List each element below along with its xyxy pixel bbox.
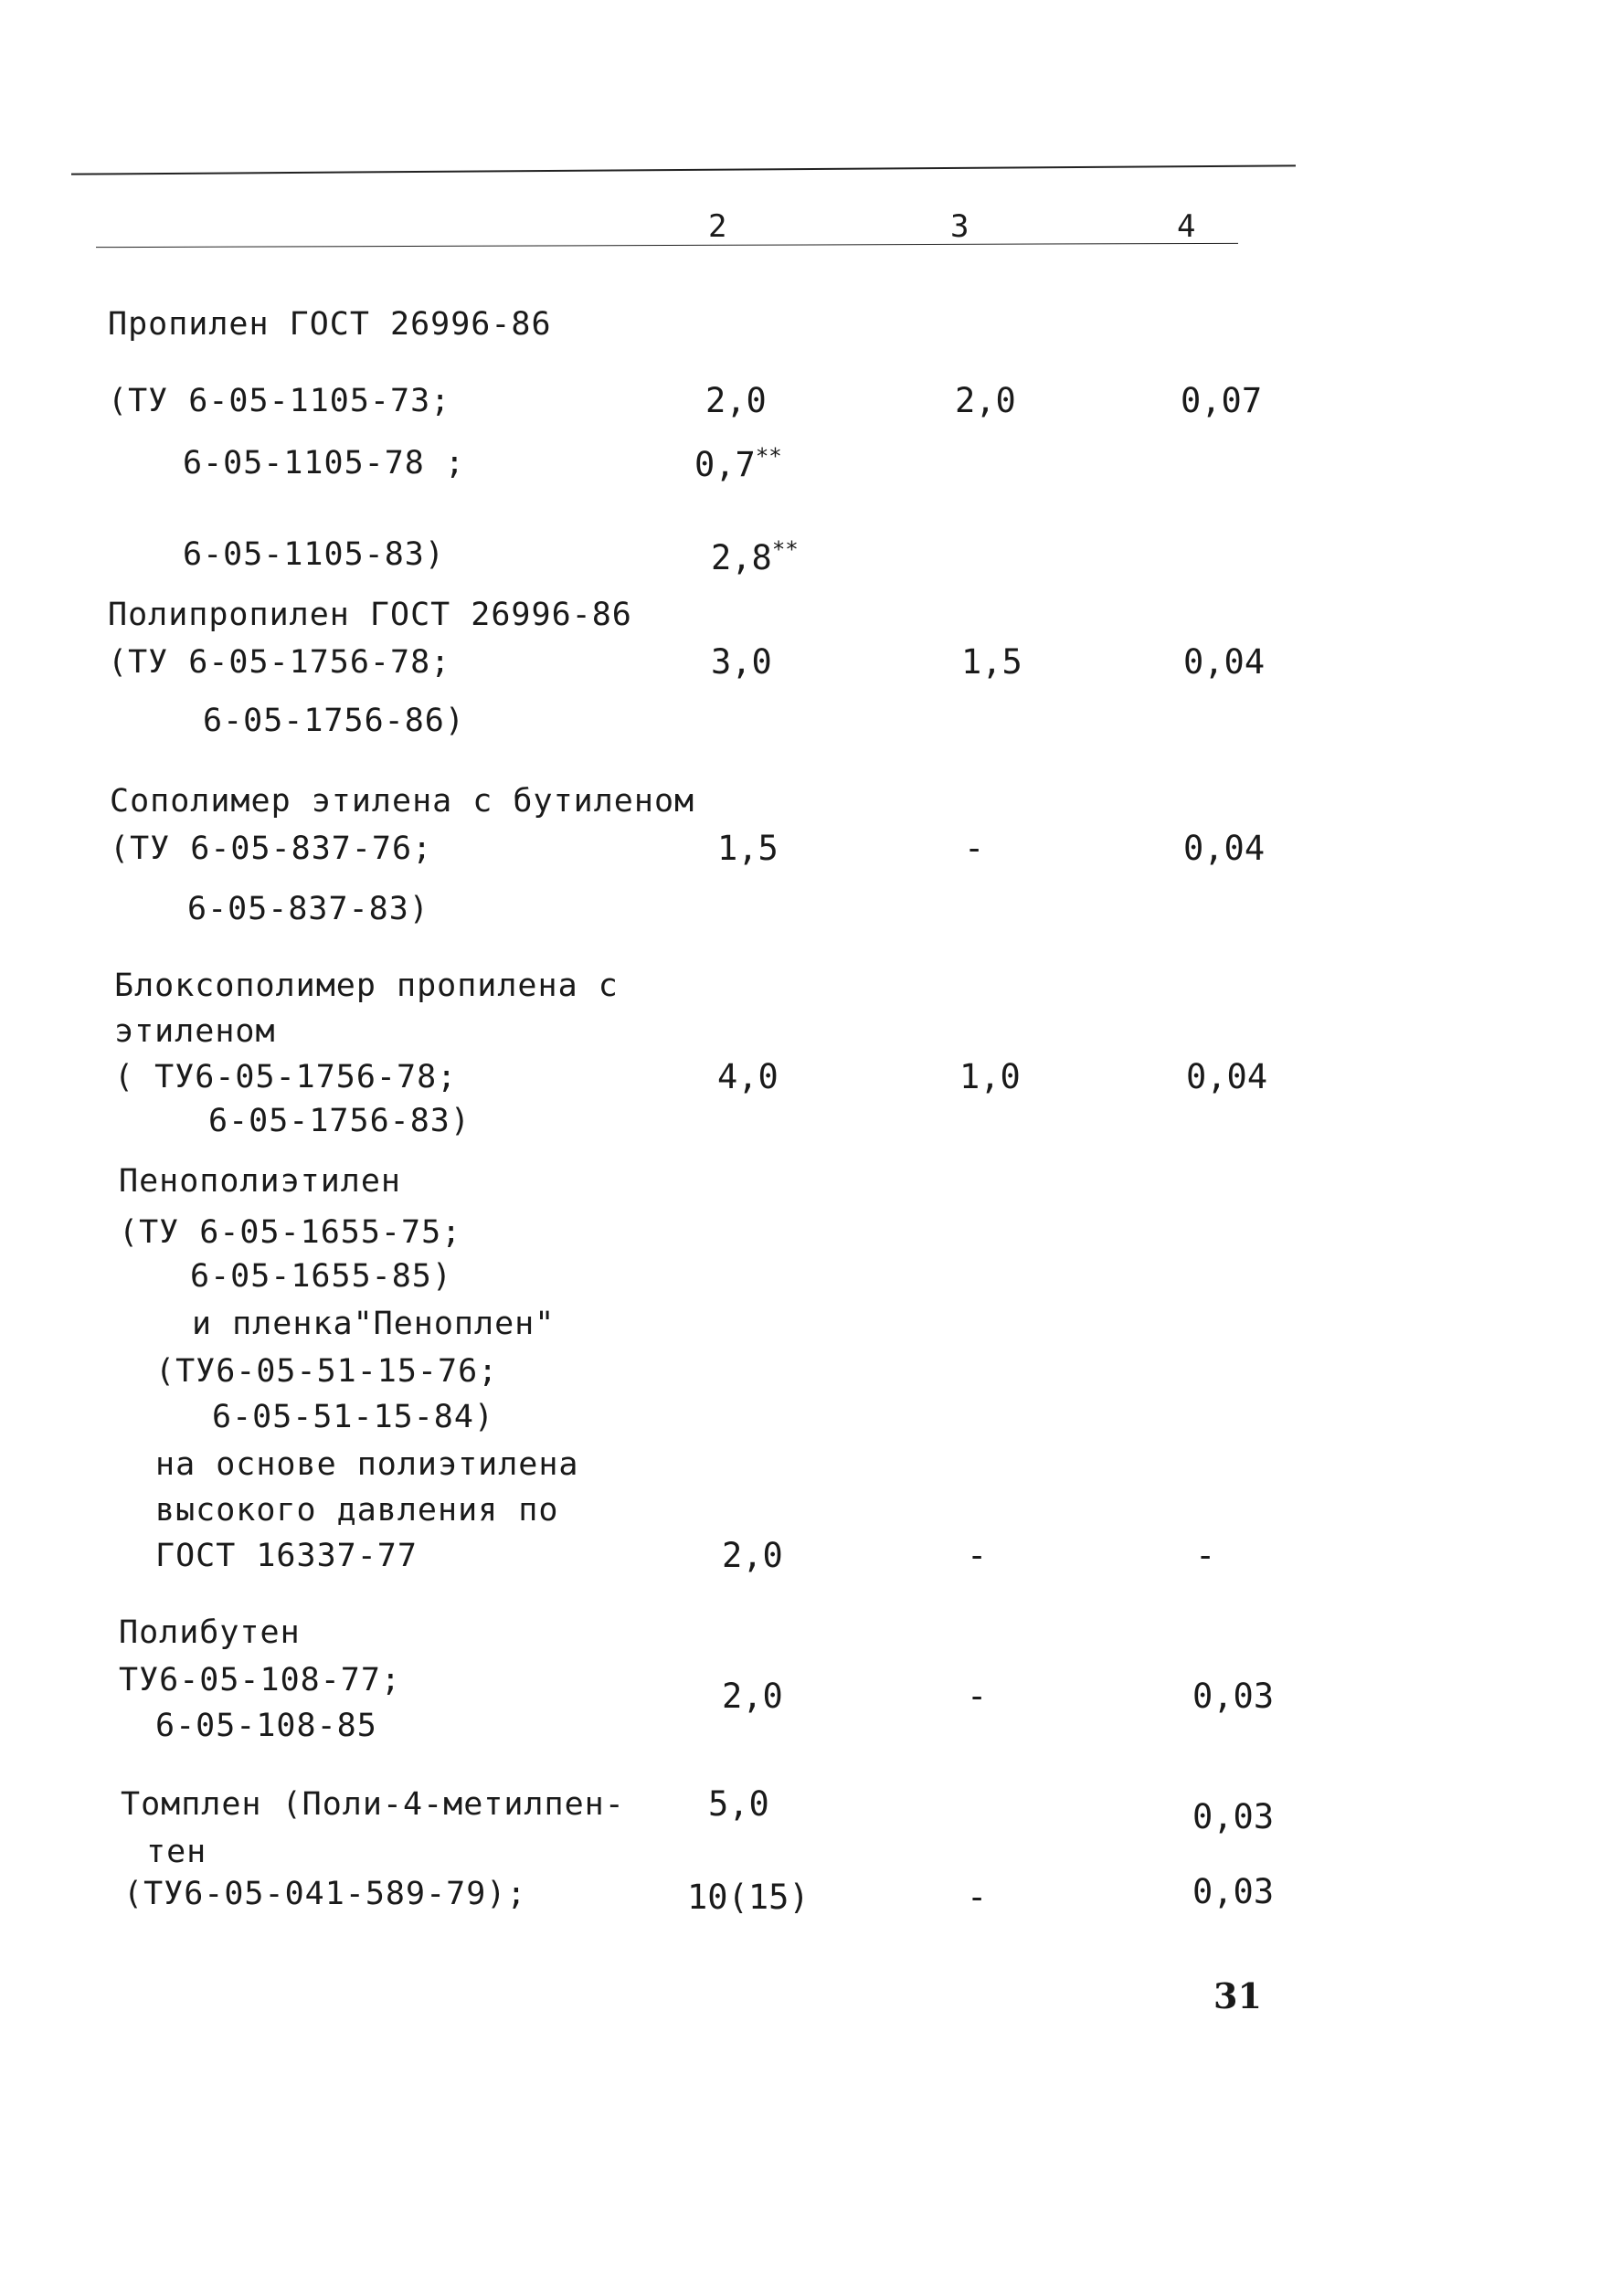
- value-col4: 0,03: [1192, 1677, 1275, 1716]
- value-col3: 2,0: [955, 381, 1016, 420]
- value-col2: 2,0: [722, 1536, 783, 1575]
- page-number: 31: [1213, 1975, 1262, 2016]
- value-col4: -: [1195, 1536, 1216, 1575]
- value-col2: 2,0: [722, 1677, 783, 1716]
- row-text: Полибутен: [119, 1614, 301, 1651]
- value-col2: 5,0: [708, 1784, 769, 1824]
- value-col3: -: [967, 1878, 988, 1917]
- row-text: на основе полиэтилена: [155, 1446, 579, 1483]
- row-text: Пропилен ГОСТ 26996-86: [108, 306, 552, 343]
- row-text: Пенополиэтилен: [119, 1163, 402, 1200]
- row-text: 6-05-1756-86): [203, 703, 465, 739]
- value-col4: 0,04: [1183, 829, 1266, 868]
- row-text: 6-05-837-83): [187, 891, 429, 927]
- row-text: ГОСТ 16337-77: [155, 1538, 418, 1574]
- value-col3: -: [967, 1536, 988, 1575]
- value-col4: 0,04: [1183, 642, 1266, 682]
- row-text: (ТУ 6-05-837-76;: [110, 831, 433, 867]
- row-text: Блоксополимер пропилена с: [114, 968, 619, 1004]
- value-col4: 0,03: [1192, 1797, 1275, 1836]
- row-text: тен: [146, 1834, 207, 1870]
- top-rule: [71, 164, 1296, 175]
- row-text: ( ТУ6-05-1756-78;: [114, 1059, 458, 1095]
- value-col4: 0,03: [1192, 1872, 1275, 1911]
- header-rule: [96, 243, 1238, 248]
- row-text: (ТУ 6-05-1756-78;: [108, 644, 451, 681]
- value-col2: 2,0: [705, 381, 767, 420]
- row-text: высокого давления по: [155, 1492, 559, 1529]
- value-col2: 1,5: [717, 829, 779, 868]
- row-text: этиленом: [114, 1013, 276, 1050]
- value-col2: 2,8**: [711, 536, 799, 577]
- row-text: 6-05-1756-83): [208, 1103, 471, 1139]
- row-text: (ТУ 6-05-1105-73;: [108, 383, 451, 419]
- row-text: 6-05-1105-83): [183, 536, 445, 573]
- value-col2: 3,0: [711, 642, 772, 682]
- row-text: 6-05-1655-85): [190, 1258, 452, 1295]
- value-col2: 0,7**: [694, 443, 782, 484]
- column-header-2: 2: [708, 208, 727, 245]
- column-header-3: 3: [950, 208, 969, 245]
- column-header-4: 4: [1177, 208, 1196, 245]
- value-col3: -: [967, 1677, 988, 1716]
- row-text: (ТУ 6-05-1655-75;: [119, 1214, 462, 1251]
- value-col2: 4,0: [717, 1057, 779, 1096]
- value-col3: -: [964, 829, 985, 868]
- row-text: (ТУ6-05-041-589-79);: [123, 1876, 527, 1912]
- value-col2: 10(15): [687, 1878, 810, 1917]
- row-text: 6-05-51-15-84): [212, 1399, 495, 1435]
- value-col4: 0,07: [1181, 381, 1263, 420]
- row-text: 6-05-1105-78 ;: [183, 445, 466, 481]
- value-col3: 1,0: [959, 1057, 1021, 1096]
- row-text: (ТУ6-05-51-15-76;: [155, 1353, 499, 1390]
- row-text: и пленка"Пеноплен": [192, 1306, 556, 1342]
- row-text: ТУ6-05-108-77;: [119, 1662, 402, 1698]
- row-text: Сополимер этилена с бутиленом: [110, 783, 695, 820]
- value-col3: 1,5: [961, 642, 1022, 682]
- value-col4: 0,04: [1186, 1057, 1268, 1096]
- row-text: Полипропилен ГОСТ 26996-86: [108, 597, 632, 633]
- row-text: 6-05-108-85: [155, 1708, 377, 1744]
- row-text: Томплен (Поли-4-метилпен-: [121, 1786, 625, 1823]
